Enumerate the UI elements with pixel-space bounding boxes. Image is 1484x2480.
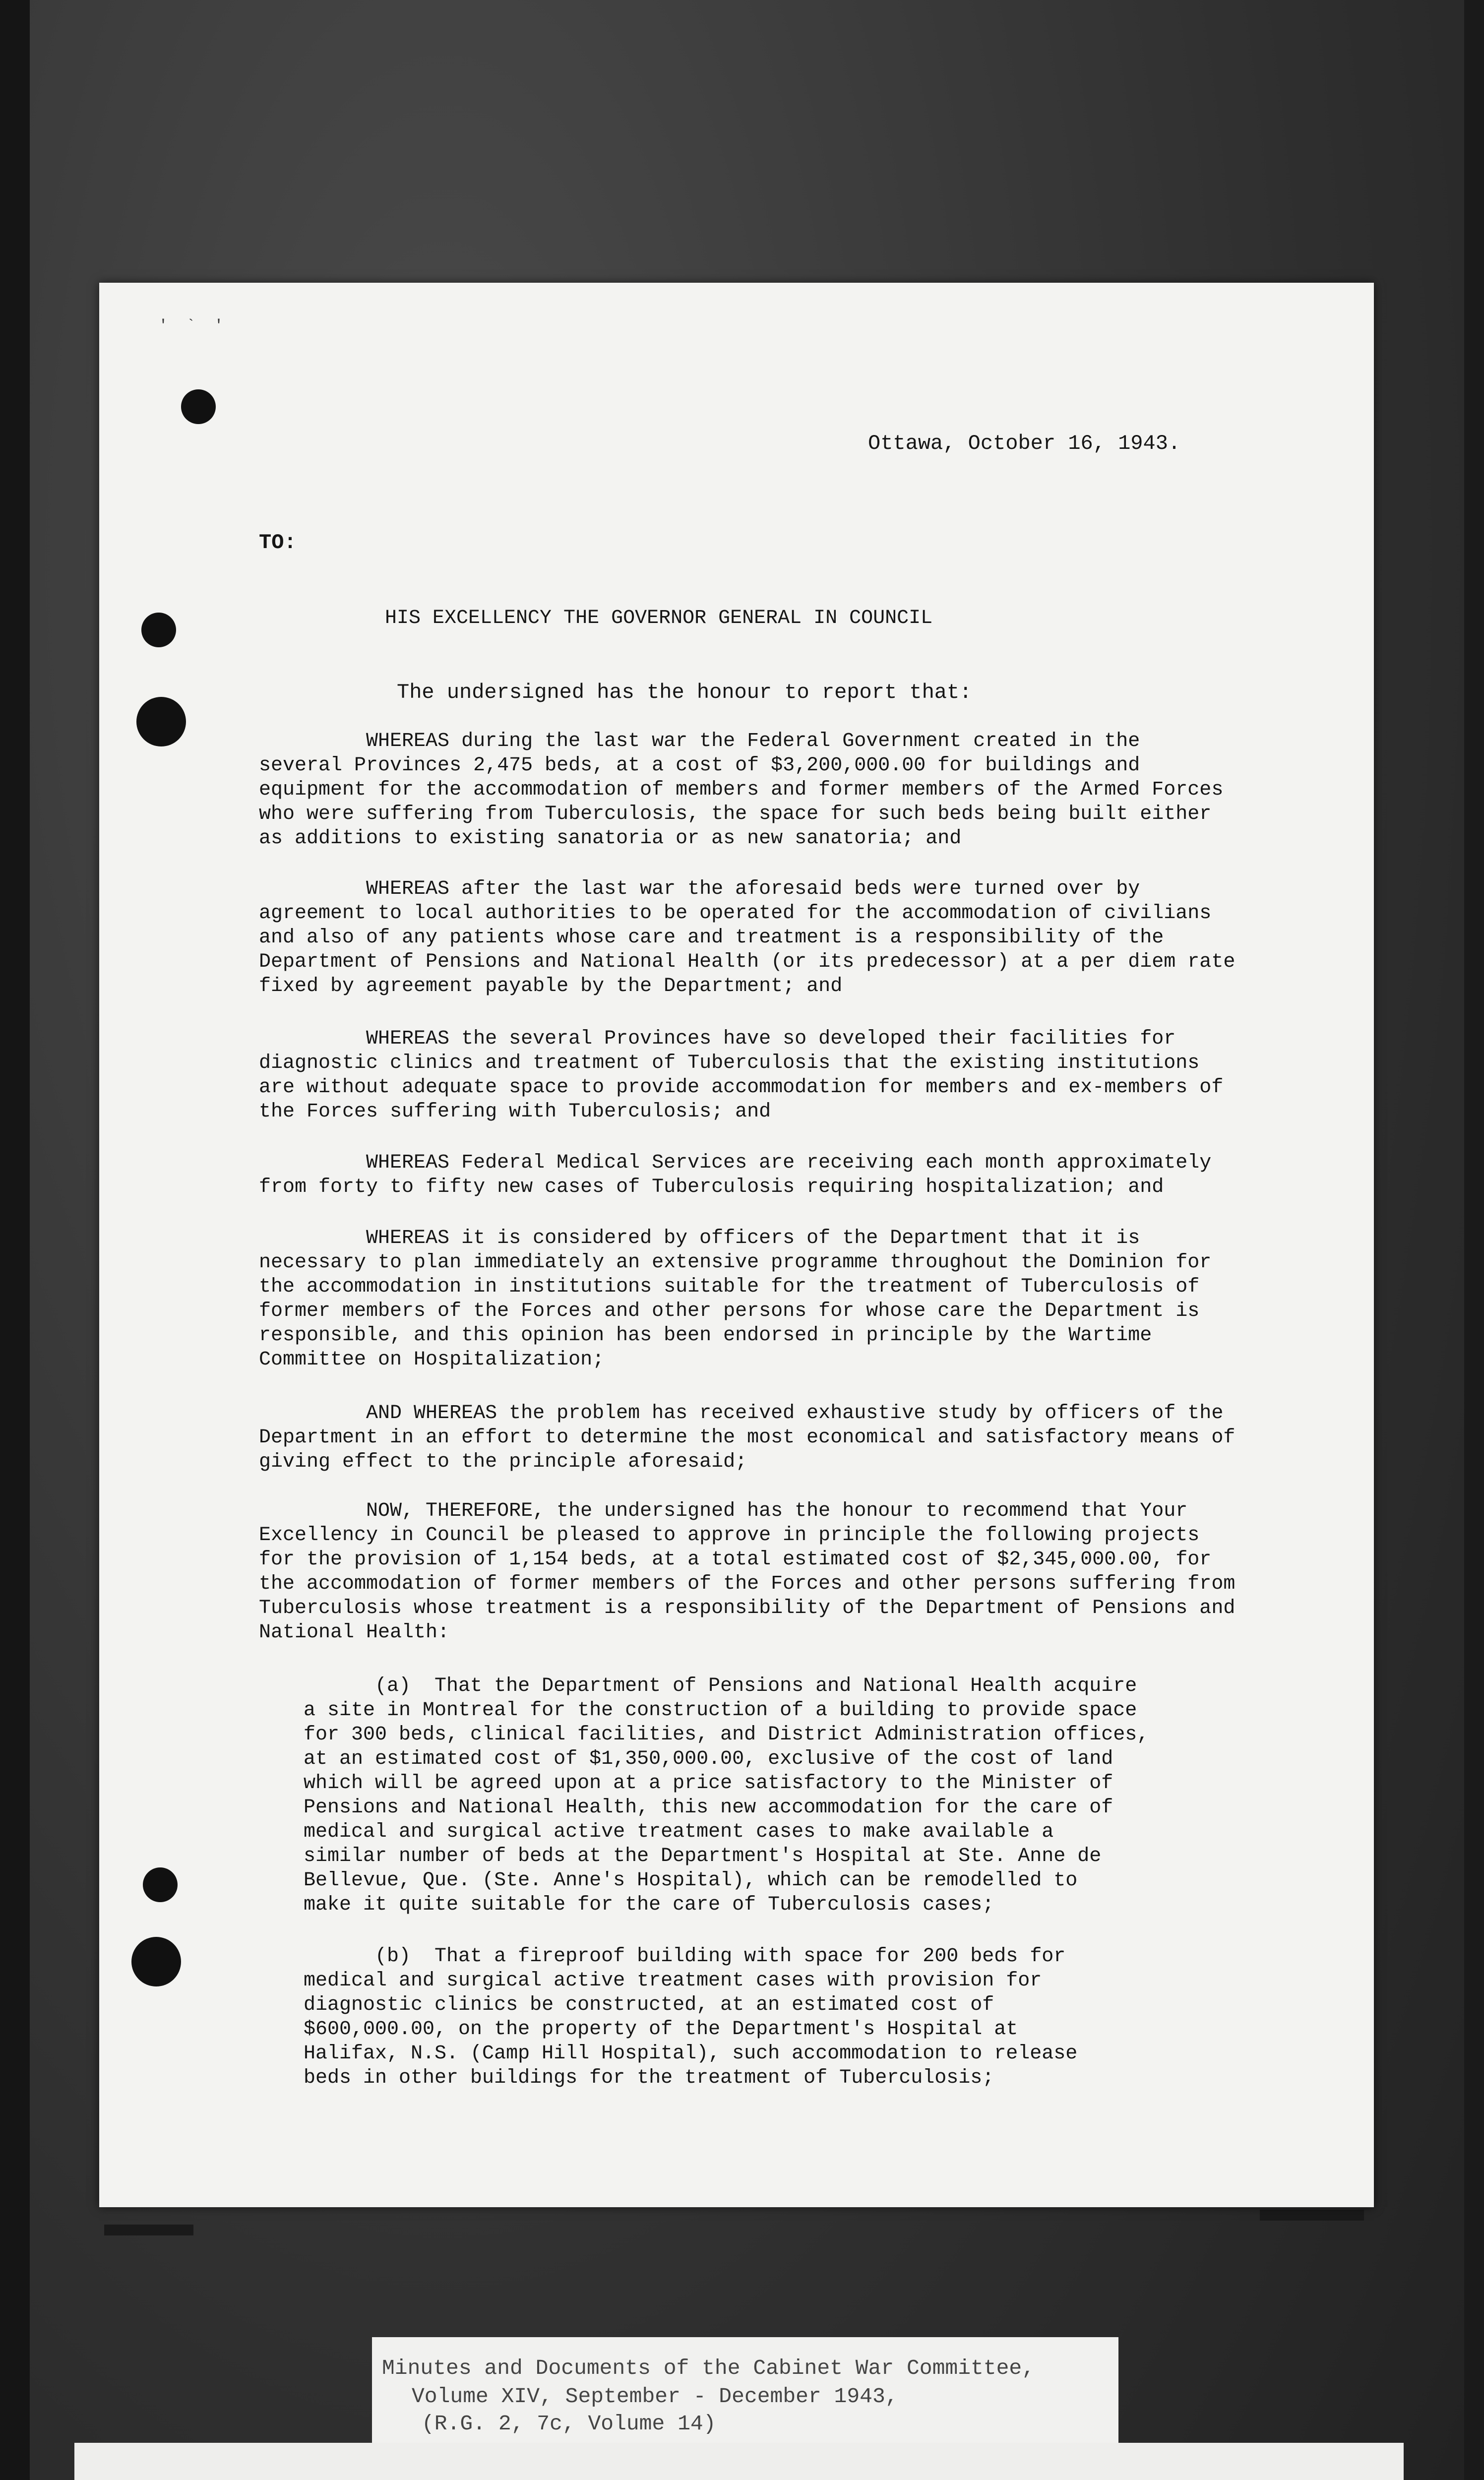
scan-edge-left [0, 0, 30, 2480]
paragraph-whereas-5: WHEREAS it is considered by officers of the Department that it is necessary to plan immediately an extensive programme throughout the Dominion for the accommodation in institutions suitable for the treatment of Tuberculosis of former members of the Forces and other persons for whose care the Department is responsible, and this opinion has been endorsed in principle by the Wartime Committee on Hospitalization; [259, 1227, 1212, 1371]
paragraph-and-whereas: AND WHEREAS the problem has received exhaustive study by officers of the Department in an effort to determine the most economical and satisfactory means of giving effect to the principle aforesaid; [259, 1402, 1236, 1473]
archive-label-line-2: Volume XIV, September - December 1943, [412, 2384, 898, 2409]
intro-line: The undersigned has the honour to report that: [397, 681, 972, 704]
paragraph-now-therefore: NOW, THEREFORE, the undersigned has the honour to recommend that Your Excellency in Council be pleased to approve in principle the following projects for the provision of 1,154 beds, at a total estimated cost of $2,345,000.00, for the accommodation of former members of the Forces and other persons suffering from Tuberculosis whose treatment is a responsibility of the Department of Pensions and National Health: [259, 1500, 1236, 1644]
paragraph-whereas-3: WHEREAS the several Provinces have so developed their facilities for diagnostic clinics and treatment of Tuberculosis that the existing institutions are without adequate space to provide accommodation for members and ex-members of the Forces suffering with Tuberculosis; and [259, 1028, 1224, 1123]
scan-edge-right [1464, 0, 1484, 2480]
addressee: HIS EXCELLENCY THE GOVERNOR GENERAL IN COUNCIL [385, 607, 933, 629]
paragraph-whereas-2: WHEREAS after the last war the aforesaid beds were turned over by agreement to local authorities to be operated for the accommodation of civilians and also of any patients whose care and treatment is a responsibility of the Department of Pensions and National Health (or its predecessor) at a per diem rate fixed by agreement payable by the Department; and [259, 878, 1236, 997]
archive-reference-label [372, 2337, 1118, 2444]
punch-hole-1 [181, 389, 216, 424]
archives-card [74, 2443, 1404, 2480]
punch-hole-5 [131, 1937, 181, 1986]
punch-hole-4 [143, 1867, 178, 1902]
tape-mark-left [104, 2225, 193, 2235]
paragraph-whereas-1: WHEREAS during the last war the Federal Government created in the several Provinces 2,475 beds, at a cost of $3,200,000.00 for buildings and equipment for the accommodation of members and former members of the Armed Forces who were suffering from Tuberculosis, the space for such beds being built either as additions to existing sanatoria or as new sanatoria; and [259, 730, 1224, 850]
to-label: TO: [259, 531, 297, 555]
document-date: Ottawa, October 16, 1943. [868, 432, 1181, 455]
punch-hole-3 [136, 697, 186, 746]
archive-label-line-1: Minutes and Documents of the Cabinet War Committee, [382, 2356, 1035, 2380]
paragraph-whereas-4: WHEREAS Federal Medical Services are receiving each month approximately from forty to fifty new cases of Tuberculosis requiring hospitalization; and [259, 1152, 1212, 1198]
clause-a: (a) That the Department of Pensions and National Health acquire a site in Montreal for the construction of a building to provide space for 300 beds, clinical facilities, and District Administration offices, at an estimated cost of $1,350,000.00, exclusive of the cost of land which will be agreed upon at a price satisfactory to the Minister of Pensions and National Health, this new accommodation for the care of medical and surgical active treatment cases to make available a similar number of beds at the Department's Hospital at Ste. Anne de Bellevue, Que. (Ste. Anne's Hospital), which can be remodelled to make it quite suitable for the care of Tuberculosis cases; [304, 1675, 1149, 1916]
archive-label-line-3: (R.G. 2, 7c, Volume 14) [422, 2412, 716, 2436]
punch-hole-2 [141, 613, 176, 647]
clause-b: (b) That a fireproof building with space for 200 beds for medical and surgical active treatment cases with provision for diagnostic clinics be constructed, at an estimated cost of $600,000.00, on the property of the Department's Hospital at Halifax, N.S. (Camp Hill Hospital), such accommodation to release beds in other buildings for the treatment of Tuberculosis; [304, 1945, 1078, 2089]
stray-marks: ' ` ' [159, 317, 229, 334]
tape-mark-right [1260, 2210, 1364, 2221]
